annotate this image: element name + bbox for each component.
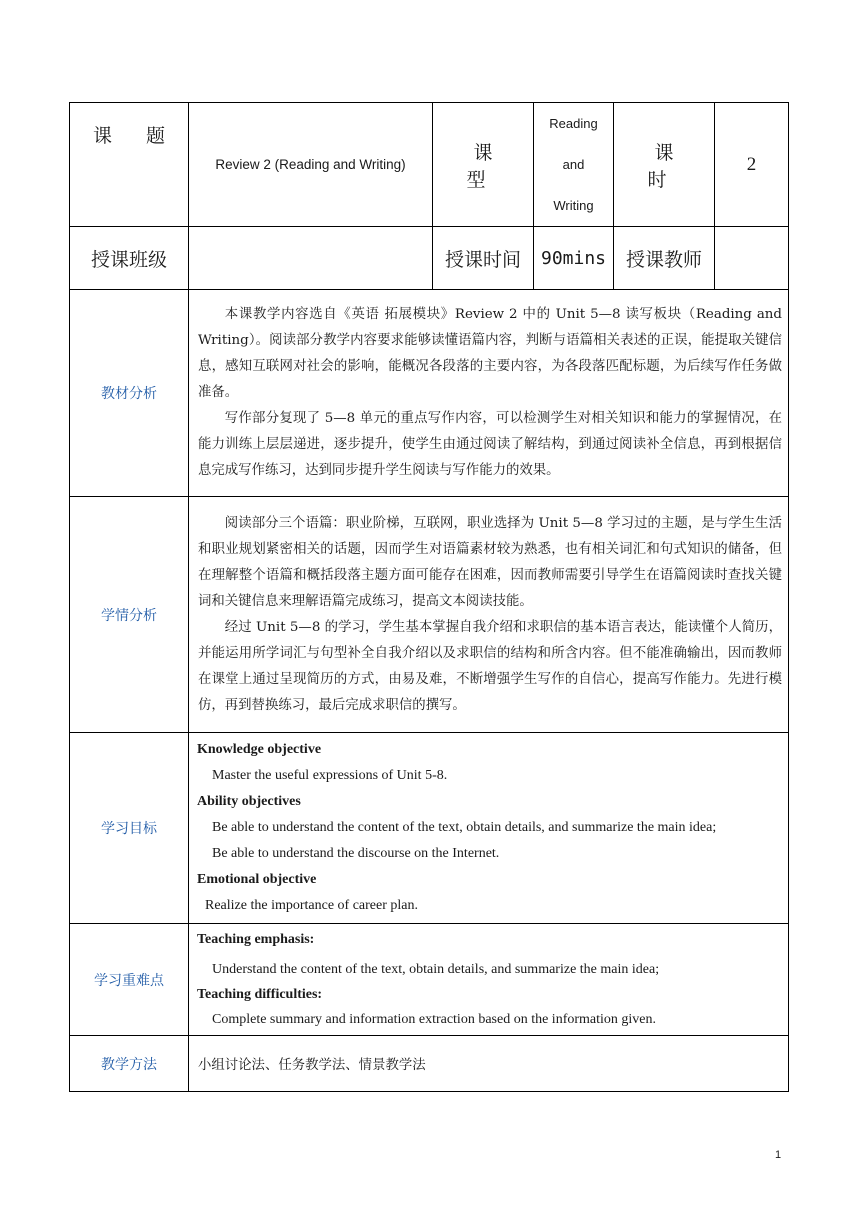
emotional-objective-heading: Emotional objective [197,872,317,887]
topic-label-cell [70,103,189,227]
ability-objectives-heading: Ability objectives [197,794,301,809]
period-label-cell [614,103,715,227]
header-row-1 [70,103,789,227]
teaching-methods-label: 教学方法 [70,1036,189,1092]
type-value-line: Writing [553,198,594,213]
emotional-objective-item: Realize the importance of career plan. [205,898,418,913]
teaching-difficulties-heading: Teaching difficulties: [197,987,323,1002]
type-value-cell [534,103,614,227]
learning-objectives-label: 学习目标 [70,733,189,924]
type-value-line: and [562,157,585,172]
time-value: 90mins [534,227,614,290]
key-difficult-points-content [189,924,789,1036]
textbook-analysis-row [70,290,789,497]
page-number: 1 [775,1149,782,1161]
time-label: 授课时间 [433,227,534,290]
period-value: 2 [715,103,789,227]
textbook-analysis-content [189,290,789,497]
topic-value: Review 2 (Reading and Writing) [189,103,433,227]
learner-analysis-content [189,497,789,733]
type-label-cell [433,103,534,227]
learning-objectives-row [70,733,789,924]
topic-label: 课 题 [92,125,180,147]
teacher-value [715,227,789,290]
class-label: 授课班级 [70,227,189,290]
teaching-methods-value: 小组讨论法、任务教学法、情景教学法 [189,1036,789,1092]
key-difficult-points-row [70,924,789,1036]
type-label: 课 型 [466,141,507,191]
teaching-methods-row [70,1036,789,1092]
learner-paragraph: 阅读部分三个语篇：职业阶梯，互联网，职业选择为 Unit 5—8 学习过的主题，是与学生生活和职业规划紧密相关的话题，因而学生对语篇素材较为熟悉，也有相关词汇和句式知识的储备，但在理解整个语篇和概括段落主题方面可能存在困难，因而教师需要引导学生在语篇阅读时查找关键词和关键信息来理解语篇完成练习，提高文本阅读技能。 [198,515,782,609]
type-value-line: Reading [549,116,598,131]
knowledge-objective-item: Master the useful expressions of Unit 5-8. [212,768,448,783]
teaching-emphasis-item: Understand the content of the text, obtain details, and summarize the main idea; [212,962,660,977]
learner-paragraph: 经过 Unit 5—8 的学习，学生基本掌握自我介绍和求职信的基本语言表达，能读懂个人简历，并能运用所学词汇与句型补全自我介绍以及求职信的结构和所含内容。但不能准确输出，因而教师在课堂上通过呈现简历的方式，由易及难，不断增强学生写作的自信心，提高写作能力。先进行模仿，再到替换练习，最后完成求职信的撰写。 [198,619,782,713]
knowledge-objective-heading: Knowledge objective [197,742,322,757]
ability-objective-item: Be able to understand the discourse on the Internet. [212,846,500,861]
header-row-2 [70,227,789,290]
textbook-paragraph: 本课教学内容选自《英语 拓展模块》Review 2 中的 Unit 5—8 读写板块（Reading and Writing）。阅读部分教学内容要求能够读懂语篇内容，判断与语篇相关表述的正误，能提取关键信息，感知互联网对社会的影响，能概况各段落的主要内容，为各段落匹配标题，为后续写作任务做准备。 [198,307,782,400]
key-difficult-points-label: 学习重难点 [70,924,189,1036]
class-value [189,227,433,290]
period-label: 课 时 [647,141,688,191]
ability-objective-item: Be able to understand the content of the text, obtain details, and summarize the main idea; [212,820,717,835]
learner-analysis-label: 学情分析 [70,497,189,733]
lesson-plan-table [69,102,789,1092]
textbook-analysis-label: 教材分析 [70,290,189,497]
teacher-label: 授课教师 [614,227,715,290]
textbook-paragraph: 写作部分复现了 5—8 单元的重点写作内容，可以检测学生对相关知识和能力的掌握情况，在能力训练上层层递进，逐步提升，使学生由通过阅读了解结构，到通过阅读补全信息，再到根据信息完成写作练习，达到同步提升学生阅读与写作能力的效果。 [198,411,782,478]
teaching-emphasis-heading: Teaching emphasis: [197,932,315,947]
learner-analysis-row [70,497,789,733]
teaching-difficulties-item: Complete summary and information extraction based on the information given. [212,1012,657,1027]
learning-objectives-content [189,733,789,924]
